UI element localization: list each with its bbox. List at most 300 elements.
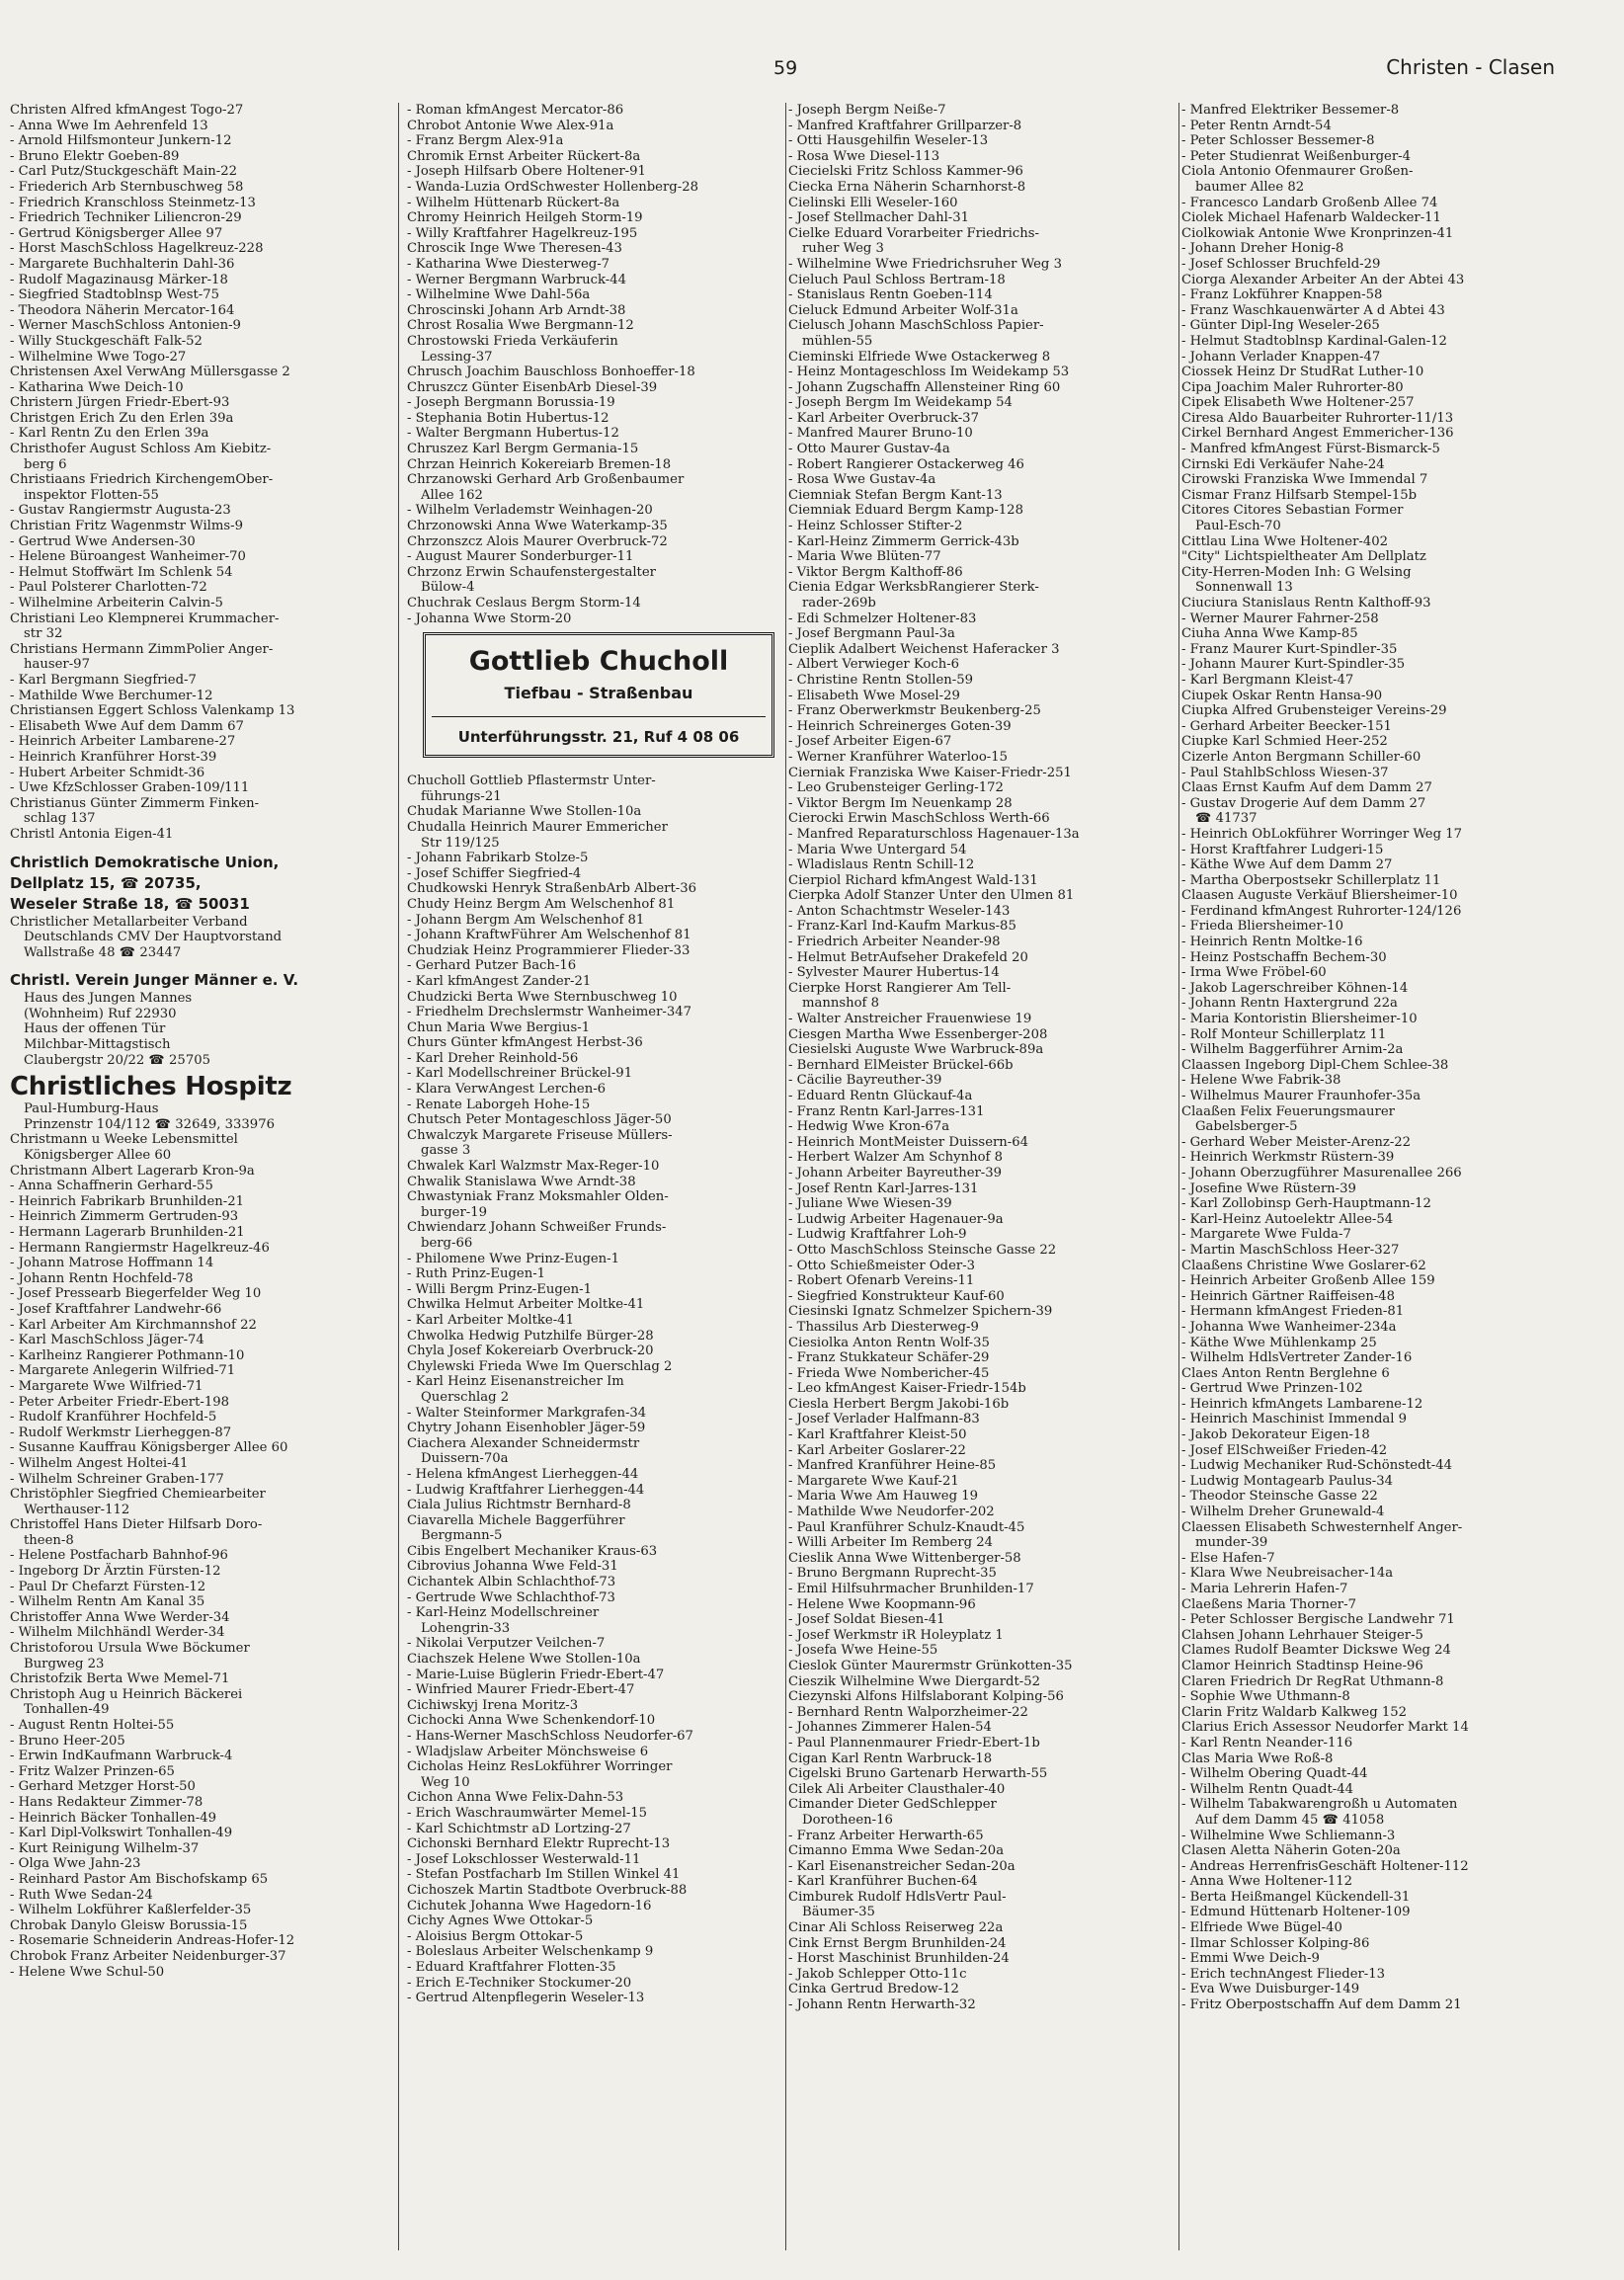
- directory-entry: - Otti Hausgehilfin Weseler-13: [788, 133, 989, 149]
- directory-entry: - Johann Rentn Haxtergrund 22a: [1181, 996, 1398, 1012]
- directory-entry: - Karl-Heinz Autoelektr Allee-54: [1181, 1211, 1394, 1227]
- directory-entry: Werthauser-112: [24, 1502, 130, 1517]
- directory-entry: - Karl Zollobinsp Gerh-Hauptmann-12: [1181, 1196, 1431, 1212]
- directory-entry: - Gerhard Weber Meister-Arenz-22: [1181, 1134, 1412, 1150]
- directory-entry: Claas Ernst Kaufm Auf dem Damm 27: [1181, 780, 1432, 796]
- directory-entry: - Gustav Drogerie Auf dem Damm 27: [1181, 795, 1426, 811]
- directory-entry: City-Herren-Moden Inh: G Welsing: [1181, 564, 1412, 580]
- directory-entry: - Helene Postfacharb Bahnhof-96: [10, 1548, 228, 1564]
- directory-entry: - Mathilde Wwe Berchumer-12: [10, 688, 213, 703]
- directory-entry: - Ludwig Mechaniker Rud-Schönstedt-44: [1181, 1458, 1453, 1474]
- directory-entry: schlag 137: [24, 811, 96, 827]
- directory-entry: Cittlau Lina Wwe Holtener-402: [1181, 533, 1389, 549]
- directory-entry: - Margarete Anlegerin Wilfried-71: [10, 1363, 236, 1379]
- directory-entry: Christmann Albert Lagerarb Kron-9a: [10, 1163, 255, 1179]
- directory-entry: - August Maurer Sonderburger-11: [407, 549, 634, 565]
- directory-entry: Cibis Engelbert Mechaniker Kraus-63: [407, 1543, 658, 1559]
- directory-entry: - Wilhelm Angest Holtei-41: [10, 1455, 189, 1471]
- column-1: [10, 103, 395, 2250]
- directory-entry: - Rudolf Magazinausg Märker-18: [10, 272, 228, 287]
- directory-entry: - Jakob Dekorateur Eigen-18: [1181, 1427, 1370, 1443]
- directory-entry: berg 6: [24, 456, 67, 472]
- directory-entry: - Siegfried Stadtoblnsp West-75: [10, 287, 220, 303]
- directory-entry: - Philomene Wwe Prinz-Eugen-1: [407, 1251, 620, 1266]
- directory-entry: - Anna Wwe Im Aehrenfeld 13: [10, 118, 208, 133]
- directory-entry: - Wilhelmine Arbeiterin Calvin-5: [10, 596, 223, 611]
- directory-entry: - Josef Werkmstr iR Holeyplatz 1: [788, 1627, 1004, 1643]
- directory-entry: Chrzonz Erwin Schaufenstergestalter: [407, 564, 656, 580]
- directory-entry: - Karl kfmAngest Zander-21: [407, 973, 592, 989]
- directory-entry: Christiaans Friedrich KirchengemOber-: [10, 472, 274, 488]
- directory-entry: - Maria Lehrerin Hafen-7: [1181, 1582, 1348, 1596]
- directory-entry: Christofzik Berta Wwe Memel-71: [10, 1671, 230, 1687]
- directory-entry: - Josef Schiffer Siegfried-4: [407, 865, 582, 881]
- directory-entry: - Elfriede Wwe Bügel-40: [1181, 1920, 1342, 1936]
- directory-entry: Claeßens Maria Thorner-7: [1181, 1596, 1356, 1612]
- directory-entry: Ciorga Alexander Arbeiter An der Abtei 43: [1181, 272, 1465, 287]
- col1-entries: [10, 103, 395, 843]
- directory-entry: - Karl Arbeiter Moltke-41: [407, 1312, 574, 1328]
- directory-entry: Christoffel Hans Dieter Hilfsarb Doro-: [10, 1517, 263, 1533]
- directory-entry: Claessen Elisabeth Schwesternhelf Anger-: [1181, 1519, 1463, 1535]
- directory-entry: - Werner Kranführer Waterloo-15: [788, 749, 1009, 765]
- directory-entry: - Gertrude Wwe Schlachthof-73: [407, 1589, 615, 1605]
- directory-entry: - Paul Polsterer Charlotten-72: [10, 580, 207, 596]
- directory-entry: Chucholl Gottlieb Pflastermstr Unter-: [407, 774, 656, 789]
- directory-entry: - Fritz Walzer Prinzen-65: [10, 1763, 175, 1779]
- directory-entry: Christians Hermann ZimmPolier Anger-: [10, 641, 274, 657]
- directory-entry: - Günter Dipl-Ing Weseler-265: [1181, 318, 1380, 334]
- directory-entry: Dorotheen-16: [802, 1812, 893, 1828]
- directory-entry: - Josef Schlosser Bruchfeld-29: [1181, 256, 1381, 272]
- directory-entry: Chudak Marianne Wwe Stollen-10a: [407, 804, 642, 820]
- directory-entry: - Horst Kraftfahrer Ludgeri-15: [1181, 842, 1384, 857]
- col3-entries: [788, 103, 1176, 2013]
- directory-entry: Bäumer-35: [802, 1905, 875, 1920]
- directory-entry: - Eduard Rentn Glückauf-4a: [788, 1089, 973, 1103]
- directory-entry: - Johann Verlader Knappen-47: [1181, 349, 1381, 365]
- directory-entry: Cicholas Heinz ResLokführer Worringer: [407, 1759, 673, 1775]
- directory-entry: - Johanna Wwe Wanheimer-234a: [1181, 1319, 1397, 1335]
- directory-entry: Clas Maria Wwe Roß-8: [1181, 1751, 1334, 1766]
- directory-entry: Cigan Karl Rentn Warbruck-18: [788, 1751, 993, 1766]
- directory-entry: Clasen Aletta Näherin Goten-20a: [1181, 1843, 1401, 1859]
- directory-entry: - Paul Dr Chefarzt Fürsten-12: [10, 1579, 206, 1594]
- directory-entry: - Heinrich Maschinist Immendal 9: [1181, 1412, 1408, 1427]
- hospitz-heading: Christliches Hospitz: [10, 1072, 292, 1102]
- directory-entry: - Emmi Wwe Deich-9: [1181, 1951, 1320, 1967]
- directory-entry: - Wanda-Luzia OrdSchwester Hollenberg-28: [407, 179, 698, 195]
- directory-entry: - Johann Oberzugführer Masurenallee 266: [1181, 1165, 1462, 1181]
- directory-entry: Auf dem Damm 45 ☎ 41058: [1195, 1812, 1385, 1828]
- directory-entry: - Otto MaschSchloss Steinsche Gasse 22: [788, 1242, 1057, 1258]
- directory-entry: Ciossek Heinz Dr StudRat Luther-10: [1181, 365, 1424, 380]
- directory-entry: theen-8: [24, 1532, 74, 1548]
- directory-entry: Chrostowski Frieda Verkäuferin: [407, 333, 618, 349]
- directory-entry: - Karl Arbeiter Am Kirchmannshof 22: [10, 1317, 257, 1333]
- cdu-address-1: Dellplatz 15, ☎ 20735,: [10, 873, 202, 892]
- directory-entry: - Thassilus Arb Diesterweg-9: [788, 1319, 979, 1335]
- directory-entry: - Wilhelm Obering Quadt-44: [1181, 1766, 1368, 1782]
- directory-entry: - Martha Oberpostsekr Schillerplatz 11: [1181, 872, 1441, 888]
- directory-entry: - Arnold Hilfsmonteur Junkern-12: [10, 133, 232, 149]
- directory-entry: Cieszik Wilhelmine Wwe Diergardt-52: [788, 1673, 1041, 1689]
- directory-entry: - Karl Modellschreiner Brückel-91: [407, 1066, 633, 1082]
- directory-entry: "City" Lichtspieltheater Am Dellplatz: [1181, 549, 1426, 565]
- directory-entry: Christian Fritz Wagenmstr Wilms-9: [10, 519, 244, 534]
- directory-entry: - Andreas HerrenfrisGeschäft Holtener-112: [1181, 1858, 1469, 1874]
- directory-entry: Chudy Heinz Bergm Am Welschenhof 81: [407, 896, 676, 912]
- directory-entry: - Katharina Wwe Diesterweg-7: [407, 256, 610, 272]
- directory-entry: Christiansen Eggert Schloss Valenkamp 13: [10, 703, 295, 719]
- directory-entry: Chrzan Heinrich Kokereiarb Bremen-18: [407, 456, 672, 472]
- directory-entry: Chudziak Heinz Programmierer Flieder-33: [407, 942, 690, 958]
- directory-entry: Königsberger Allee 60: [24, 1148, 172, 1164]
- directory-entry: - Maria Wwe Blüten-77: [788, 549, 941, 565]
- directory-entry: - Heinrich Zimmerm Gertruden-93: [10, 1209, 239, 1225]
- directory-entry: - Josef Stellmacher Dahl-31: [788, 210, 970, 226]
- directory-entry: - Gerhard Arbeiter Beecker-151: [1181, 718, 1392, 734]
- directory-entry: - Helena kfmAngest Lierheggen-44: [407, 1466, 639, 1482]
- directory-entry: Ciachera Alexander Schneidermstr: [407, 1435, 640, 1451]
- directory-entry: - Heinrich ObLokführer Worringer Weg 17: [1181, 826, 1463, 842]
- directory-entry: Chroscinski Johann Arb Arndt-38: [407, 302, 626, 318]
- directory-entry: Cierpka Adolf Stanzer Unter den Ulmen 81: [788, 888, 1075, 904]
- directory-entry: - Gertrud Altenpflegerin Weseler-13: [407, 1991, 645, 2006]
- column-2: [407, 103, 782, 2250]
- directory-entry: - Horst MaschSchloss Hagelkreuz-228: [10, 241, 264, 257]
- directory-entry: Christöphler Siegfried Chemiearbeiter: [10, 1487, 266, 1503]
- directory-entry: - Willi Bergm Prinz-Eugen-1: [407, 1281, 592, 1297]
- directory-entry: - Josef Pressearb Biegerfelder Weg 10: [10, 1286, 262, 1302]
- directory-entry: - Robert Rangierer Ostackerweg 46: [788, 456, 1024, 472]
- directory-entry: Clarin Fritz Waldarb Kalkweg 152: [1181, 1704, 1408, 1720]
- directory-entry: - Werner Bergmann Warbruck-44: [407, 272, 627, 287]
- directory-entry: Chrobak Danylo Gleisw Borussia-15: [10, 1917, 248, 1933]
- directory-entry: Cismar Franz Hilfsarb Stempel-15b: [1181, 487, 1418, 503]
- directory-entry: - Willi Arbeiter Im Remberg 24: [788, 1535, 994, 1551]
- directory-entry: Burgweg 23: [24, 1656, 105, 1671]
- directory-entry: - Juliane Wwe Wiesen-39: [788, 1196, 952, 1212]
- directory-entry: berg-66: [421, 1236, 473, 1251]
- directory-entry: Christl Antonia Eigen-41: [10, 826, 174, 842]
- directory-entry: Chwiendarz Johann Schweißer Frunds-: [407, 1220, 667, 1236]
- directory-entry: - Theodora Näherin Mercator-164: [10, 302, 235, 318]
- directory-entry: - Martin MaschSchloss Heer-327: [1181, 1242, 1400, 1258]
- directory-entry: - Werner Maurer Fahrner-258: [1181, 611, 1379, 626]
- directory-entry: - Hubert Arbeiter Schmidt-36: [10, 765, 205, 780]
- directory-entry: - Josef Kraftfahrer Landwehr-66: [10, 1301, 222, 1317]
- directory-entry: Chrzonowski Anna Wwe Waterkamp-35: [407, 519, 668, 534]
- directory-entry: Querschlag 2: [421, 1389, 510, 1405]
- directory-entry: rader-269b: [802, 596, 876, 611]
- directory-entry: - Karl Kranführer Buchen-64: [788, 1874, 978, 1890]
- directory-entry: - Eduard Kraftfahrer Flotten-35: [407, 1959, 616, 1975]
- directory-entry: - Wilhelmus Maurer Fraunhofer-35a: [1181, 1089, 1421, 1103]
- directory-entry: - Franz Stukkateur Schäfer-29: [788, 1350, 990, 1366]
- directory-entry: - Berta Heißmangel Kückendell-31: [1181, 1889, 1411, 1905]
- directory-entry: - Franz-Karl Ind-Kaufm Markus-85: [788, 919, 1016, 935]
- directory-entry: Ciavarella Michele Baggerführer: [407, 1512, 625, 1528]
- directory-entry: - Peter Arbeiter Friedr-Ebert-198: [10, 1394, 230, 1410]
- directory-entry: - Viktor Bergm Im Neuenkamp 28: [788, 795, 1013, 811]
- directory-entry: Ciachszek Helene Wwe Stollen-10a: [407, 1652, 641, 1668]
- directory-entry: - Otto Maurer Gustav-4a: [788, 442, 950, 457]
- directory-entry: - Wilhelm Hüttenarb Rückert-8a: [407, 195, 620, 210]
- directory-entry: Cieluch Paul Schloss Bertram-18: [788, 272, 1006, 287]
- directory-entry: Chytry Johann Eisenhobler Jäger-59: [407, 1421, 646, 1436]
- directory-entry: Cimanno Emma Wwe Sedan-20a: [788, 1843, 1005, 1859]
- col1c-entries: [10, 991, 395, 1068]
- directory-entry: Ciesla Herbert Bergm Jakobi-16b: [788, 1396, 1010, 1412]
- col4-entries: [1181, 103, 1579, 2013]
- directory-entry: Cieminski Elfriede Wwe Ostackerweg 8: [788, 349, 1051, 365]
- directory-entry: - Theodor Steinsche Gasse 22: [1181, 1489, 1378, 1505]
- directory-entry: - Peter Schlosser Bessemer-8: [1181, 133, 1375, 149]
- directory-entry: - Rudolf Werkmstr Lierheggen-87: [10, 1425, 232, 1440]
- directory-entry: - Maria Wwe Untergard 54: [788, 842, 967, 857]
- directory-entry: - Fritz Oberpostschaffn Auf dem Damm 21: [1181, 1997, 1462, 2013]
- directory-entry: Christoforou Ursula Wwe Böckumer: [10, 1641, 250, 1657]
- directory-entry: - Johann Maurer Kurt-Spindler-35: [1181, 657, 1406, 673]
- directory-entry: - Irma Wwe Fröbel-60: [1181, 965, 1327, 981]
- column-rule: [785, 103, 786, 2250]
- directory-entry: - Johannes Zimmerer Halen-54: [788, 1720, 992, 1736]
- directory-entry: - Karl Bergmann Siegfried-7: [10, 672, 197, 688]
- directory-entry: Christoph Aug u Heinrich Bäckerei: [10, 1686, 243, 1702]
- directory-entry: Cichonski Bernhard Elektr Ruprecht-13: [407, 1836, 671, 1852]
- directory-entry: - Johann Zugschaffn Allensteiner Ring 60: [788, 379, 1061, 395]
- directory-entry: Chrzonszcz Alois Maurer Overbruck-72: [407, 533, 668, 549]
- directory-entry: Cirnski Edi Verkäufer Nahe-24: [1181, 456, 1385, 472]
- directory-entry: Cieluck Edmund Arbeiter Wolf-31a: [788, 302, 1018, 318]
- directory-entry: Chromy Heinrich Heilgeh Storm-19: [407, 210, 643, 226]
- directory-entry: Deutschlands CMV Der Hauptvorstand: [24, 930, 283, 945]
- directory-entry: Lessing-37: [421, 349, 493, 365]
- directory-entry: - Hans-Werner MaschSchloss Neudorfer-67: [407, 1729, 693, 1744]
- directory-entry: - Stefan Postfacharb Im Stillen Winkel 41: [407, 1867, 681, 1883]
- directory-entry: - Heinrich MontMeister Duissern-64: [788, 1134, 1029, 1150]
- directory-entry: - Klara VerwAngest Lerchen-6: [407, 1082, 607, 1098]
- directory-entry: - Ruth Wwe Sedan-24: [10, 1887, 153, 1903]
- directory-entry: - Ludwig Kraftfahrer Lierheggen-44: [407, 1482, 645, 1498]
- directory-entry: Cichutek Johanna Wwe Hagedorn-16: [407, 1898, 652, 1914]
- directory-entry: - Karlheinz Rangierer Pothmann-10: [10, 1347, 245, 1363]
- directory-entry: mannshof 8: [802, 996, 880, 1012]
- directory-entry: - Marie-Luise Büglerin Friedr-Ebert-47: [407, 1667, 665, 1682]
- directory-entry: - Bernhard Rentn Walporzheimer-22: [788, 1704, 1028, 1720]
- directory-entry: - Wilhelmine Wwe Friedrichsruher Weg 3: [788, 256, 1062, 272]
- directory-entry: - Gertrud Königsberger Allee 97: [10, 225, 223, 241]
- directory-entry: Clamor Heinrich Stadtinsp Heine-96: [1181, 1658, 1423, 1673]
- directory-entry: - Helmut Stoffwärt Im Schlenk 54: [10, 564, 233, 580]
- directory-entry: Bergmann-5: [421, 1528, 503, 1544]
- directory-entry: - Reinhard Pastor Am Bischofskamp 65: [10, 1871, 269, 1887]
- directory-entry: - Karl-Heinz Zimmerm Gerrick-43b: [788, 533, 1019, 549]
- directory-entry: Cieslik Anna Wwe Wittenberger-58: [788, 1550, 1021, 1566]
- directory-entry: - Else Hafen-7: [1181, 1550, 1275, 1566]
- directory-entry: - Karl Dipl-Volkswirt Tonhallen-49: [10, 1826, 233, 1841]
- directory-entry: Cielusch Johann MaschSchloss Papier-: [788, 318, 1044, 334]
- directory-entry: (Wohnheim) Ruf 22930: [24, 1006, 177, 1021]
- directory-entry: - Josef Bergmann Paul-3a: [788, 626, 955, 642]
- directory-entry: - Eva Wwe Duisburger-149: [1181, 1982, 1360, 1997]
- directory-entry: Chuchrak Ceslaus Bergm Storm-14: [407, 596, 641, 611]
- directory-entry: - Josef ElSchweißer Frieden-42: [1181, 1442, 1388, 1458]
- directory-entry: Ciesielski Auguste Wwe Warbruck-89a: [788, 1042, 1044, 1058]
- directory-entry: - Albert Verwieger Koch-6: [788, 657, 960, 673]
- directory-entry: - Manfred Kraftfahrer Grillparzer-8: [788, 118, 1022, 133]
- directory-entry: - Manfred Maurer Bruno-10: [788, 426, 973, 442]
- directory-entry: - Gustav Rangiermstr Augusta-23: [10, 503, 231, 519]
- directory-entry: - Hermann kfmAngest Frieden-81: [1181, 1304, 1405, 1320]
- directory-entry: - Nikolai Verputzer Veilchen-7: [407, 1636, 606, 1652]
- directory-entry: - Wladislaus Rentn Schill-12: [788, 857, 975, 873]
- directory-entry: Chun Maria Wwe Bergius-1: [407, 1019, 591, 1035]
- directory-entry: Chwalik Stanislawa Wwe Arndt-38: [407, 1174, 636, 1189]
- directory-entry: - Wilhelmine Wwe Dahl-56a: [407, 287, 591, 303]
- directory-entry: - Heinrich Arbeiter Großenb Allee 159: [1181, 1273, 1435, 1289]
- directory-entry: - Karl Kraftfahrer Kleist-50: [788, 1427, 967, 1443]
- directory-entry: - Johann Fabrikarb Stolze-5: [407, 851, 589, 866]
- directory-entry: Cielinski Elli Weseler-160: [788, 195, 958, 210]
- directory-entry: Christgen Erich Zu den Erlen 39a: [10, 410, 234, 426]
- directory-entry: - Ludwig Kraftfahrer Loh-9: [788, 1227, 967, 1243]
- directory-entry: Ciolek Michael Hafenarb Waldecker-11: [1181, 210, 1441, 226]
- directory-entry: - Horst Maschinist Brunhilden-24: [788, 1951, 1010, 1967]
- directory-entry: - Rosa Wwe Diesel-113: [788, 148, 940, 164]
- directory-entry: - Franz Arbeiter Herwarth-65: [788, 1828, 984, 1843]
- directory-entry: Ciesinski Ignatz Schmelzer Spichern-39: [788, 1304, 1053, 1320]
- directory-entry: Ciupke Karl Schmied Heer-252: [1181, 734, 1388, 750]
- directory-entry: Cichiwskyj Irena Moritz-3: [407, 1697, 579, 1713]
- directory-entry: Sonnenwall 13: [1195, 580, 1293, 596]
- directory-entry: Claubergstr 20/22 ☎ 25705: [24, 1052, 210, 1068]
- directory-entry: Chrzanowski Gerhard Arb Großenbaumer: [407, 472, 685, 488]
- directory-entry: - Wilhelmine Wwe Schliemann-3: [1181, 1828, 1396, 1843]
- directory-entry: - Margarete Wwe Kauf-21: [788, 1473, 959, 1489]
- directory-entry: - Gertrud Wwe Andersen-30: [10, 533, 196, 549]
- directory-entry: führungs-21: [421, 788, 502, 804]
- col1d-entries: [10, 1101, 395, 1980]
- directory-entry: - Kurt Reinigung Wilhelm-37: [10, 1840, 200, 1856]
- directory-entry: Bülow-4: [421, 580, 475, 596]
- directory-entry: - Edi Schmelzer Holtener-83: [788, 611, 977, 626]
- directory-entry: - Winfried Maurer Friedr-Ebert-47: [407, 1682, 635, 1698]
- directory-entry: - Mathilde Wwe Neudorfer-202: [788, 1505, 995, 1520]
- directory-entry: - Friedrich Arbeiter Neander-98: [788, 935, 1001, 950]
- directory-entry: - Ludwig Montagearb Paulus-34: [1181, 1473, 1393, 1489]
- directory-entry: Churs Günter kfmAngest Herbst-36: [407, 1035, 643, 1051]
- directory-entry: - Karl Dreher Reinhold-56: [407, 1050, 579, 1066]
- directory-entry: Haus des Jungen Mannes: [24, 991, 193, 1007]
- directory-entry: - Jakob Lagerschreiber Köhnen-14: [1181, 980, 1409, 996]
- directory-entry: - Manfred Elektriker Bessemer-8: [1181, 103, 1400, 118]
- directory-entry: - Heinrich Arbeiter Lambarene-27: [10, 734, 236, 750]
- directory-entry: - August Rentn Holtei-55: [10, 1718, 175, 1733]
- directory-entry: - Gertrud Wwe Prinzen-102: [1181, 1381, 1363, 1397]
- directory-entry: - Wilhelm Baggerführer Arnim-2a: [1181, 1042, 1404, 1058]
- directory-entry: - Bernhard ElMeister Brückel-66b: [788, 1057, 1014, 1073]
- directory-entry: - Susanne Kauffrau Königsberger Allee 60: [10, 1440, 288, 1456]
- directory-entry: - Heinrich kfmAngets Lambarene-12: [1181, 1396, 1423, 1412]
- directory-entry: - Wilhelm Rentn Quadt-44: [1181, 1781, 1353, 1797]
- directory-entry: - Joseph Bergm Im Weidekamp 54: [788, 395, 1013, 411]
- directory-entry: Chrost Rosalia Wwe Bergmann-12: [407, 318, 634, 334]
- directory-entry: - Karl-Heinz Modellschreiner: [407, 1605, 600, 1621]
- directory-entry: - Josef Arbeiter Eigen-67: [788, 734, 952, 750]
- directory-entry: Weg 10: [421, 1774, 470, 1790]
- directory-entry: - Stephania Botin Hubertus-12: [407, 410, 609, 426]
- directory-entry: - Hedwig Wwe Kron-67a: [788, 1119, 950, 1135]
- directory-entry: Cierniak Franziska Wwe Kaiser-Friedr-251: [788, 765, 1072, 780]
- directory-entry: - Erich technAngest Flieder-13: [1181, 1966, 1386, 1982]
- directory-entry: Paul-Humburg-Haus: [24, 1101, 159, 1117]
- directory-entry: - Hermann Rangiermstr Hagelkreuz-46: [10, 1240, 270, 1256]
- directory-entry: Gabelsberger-5: [1195, 1119, 1298, 1135]
- directory-entry: Christoffer Anna Wwe Werder-34: [10, 1609, 230, 1625]
- directory-entry: Ciupka Alfred Grubensteiger Vereins-29: [1181, 703, 1447, 719]
- directory-entry: Allee 162: [421, 487, 483, 503]
- directory-entry: - Manfred Kranführer Heine-85: [788, 1458, 997, 1474]
- ad-business: Tiefbau - Straßenbau: [504, 684, 693, 703]
- directory-entry: - Klara Wwe Neubreisacher-14a: [1181, 1566, 1394, 1582]
- directory-entry: - Wilhelm Milchhändl Werder-34: [10, 1625, 225, 1641]
- directory-entry: Cierpke Horst Rangierer Am Tell-: [788, 980, 1012, 996]
- directory-entry: ruher Weg 3: [802, 241, 884, 257]
- directory-entry: - Heinrich Bäcker Tonhallen-49: [10, 1810, 217, 1826]
- directory-entry: - Margarete Wwe Wilfried-71: [10, 1378, 203, 1394]
- directory-entry: - Wilhelm Lokführer Kaßlerfelder-35: [10, 1903, 252, 1918]
- directory-entry: - Elisabeth Wwe Auf dem Damm 67: [10, 718, 244, 734]
- directory-entry: Ciesiolka Anton Rentn Wolf-35: [788, 1335, 990, 1350]
- directory-entry: mühlen-55: [802, 333, 873, 349]
- col2b-entries: [407, 774, 782, 2006]
- directory-entry: - Wilhelm Rentn Am Kanal 35: [10, 1594, 205, 1610]
- directory-entry: - Josef Verlader Halfmann-83: [788, 1412, 980, 1427]
- directory-entry: - Viktor Bergm Kalthoff-86: [788, 564, 963, 580]
- directory-entry: - Wilhelm Dreher Grunewald-4: [1181, 1505, 1385, 1520]
- directory-entry: Milchbar-Mittagstisch: [24, 1037, 171, 1053]
- directory-entry: - Heinrich Schreinerges Goten-39: [788, 718, 1012, 734]
- directory-entry: baumer Allee 82: [1195, 179, 1305, 195]
- directory-entry: - Helene Büroangest Wanheimer-70: [10, 549, 246, 565]
- directory-entry: Christhofer August Schloss Am Kiebitz-: [10, 442, 272, 457]
- directory-entry: Chudzicki Berta Wwe Sternbuschweg 10: [407, 989, 678, 1005]
- directory-entry: - Anna Schaffnerin Gerhard-55: [10, 1179, 213, 1194]
- directory-entry: - Robert Ofenarb Vereins-11: [788, 1273, 975, 1289]
- directory-entry: Clahsen Johann Lehrhauer Steiger-5: [1181, 1627, 1423, 1643]
- directory-entry: Clames Rudolf Beamter Dickswe Weg 24: [1181, 1643, 1451, 1659]
- directory-entry: - Sylvester Maurer Hubertus-14: [788, 965, 1000, 981]
- directory-entry: Duissern-70a: [421, 1451, 509, 1467]
- directory-entry: Claassen Ingeborg Dipl-Chem Schlee-38: [1181, 1057, 1449, 1073]
- directory-entry: - Heinz Postschaffn Bechem-30: [1181, 949, 1387, 965]
- directory-entry: - Karl Arbeiter Goslarer-22: [788, 1442, 966, 1458]
- directory-entry: - Franz Oberwerkmstr Beukenberg-25: [788, 703, 1041, 719]
- directory-entry: Str 119/125: [421, 835, 500, 851]
- directory-entry: - Helene Wwe Schul-50: [10, 1964, 165, 1980]
- directory-entry: Prinzenstr 104/112 ☎ 32649, 333976: [24, 1116, 275, 1132]
- directory-entry: Ciala Julius Richtmstr Bernhard-8: [407, 1498, 631, 1513]
- directory-entry: - Peter Studienrat Weißenburger-4: [1181, 148, 1412, 164]
- directory-entry: - Franz Waschkauenwärter A d Abtei 43: [1181, 302, 1445, 318]
- directory-entry: - Helene Wwe Fabrik-38: [1181, 1073, 1341, 1089]
- directory-entry: Cienia Edgar WerksbRangierer Sterk-: [788, 580, 1039, 596]
- directory-entry: Chwastyniak Franz Moksmahler Olden-: [407, 1189, 669, 1205]
- directory-entry: - Wilhelm HdlsVertreter Zander-16: [1181, 1350, 1413, 1366]
- directory-entry: - Hans Redakteur Zimmer-78: [10, 1794, 203, 1810]
